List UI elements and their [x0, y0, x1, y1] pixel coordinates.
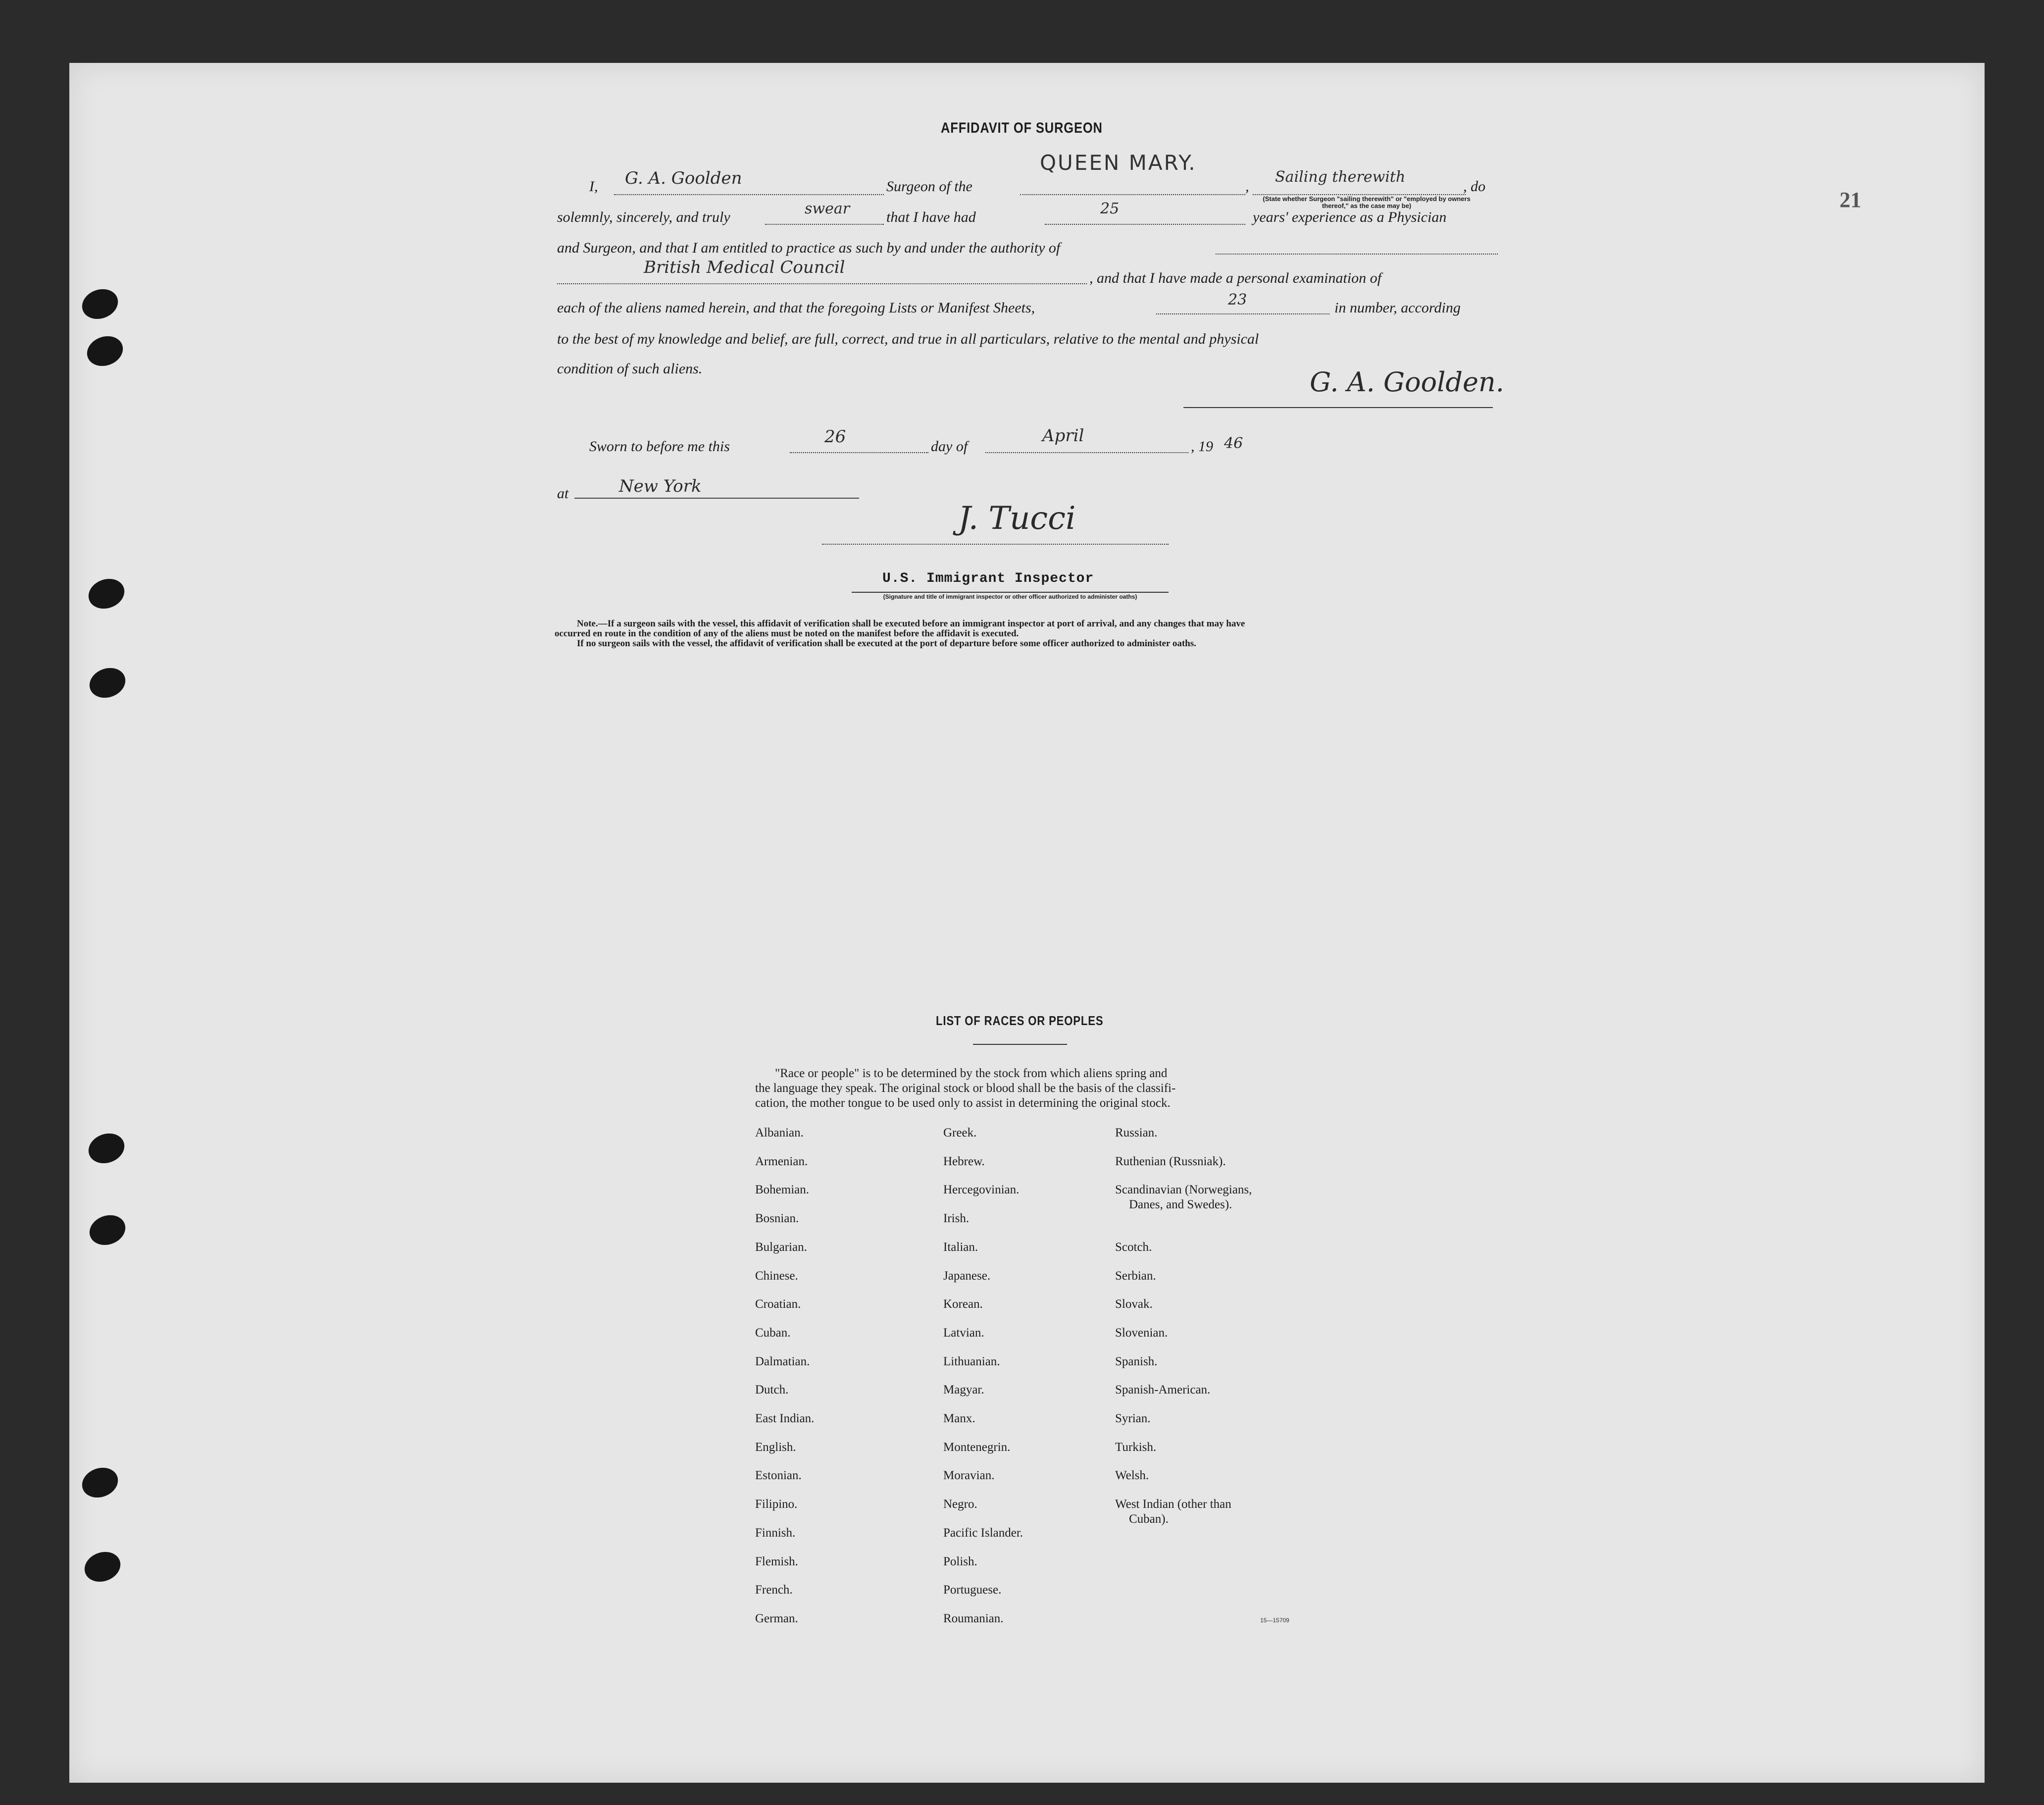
- line5-in-number: in number, according: [1334, 300, 1461, 316]
- race-item: Slovenian.: [1115, 1326, 1168, 1340]
- sworn-day: 26: [824, 427, 846, 447]
- oath: swear: [805, 200, 850, 217]
- at-place: New York: [619, 476, 702, 496]
- race-item: Pacific Islander.: [943, 1526, 1023, 1540]
- race-item: Portuguese.: [943, 1583, 1002, 1597]
- race-item: Hebrew.: [943, 1155, 985, 1168]
- race-item: Finnish.: [755, 1526, 796, 1540]
- races-title-rule: [973, 1044, 1067, 1045]
- month-line: [985, 452, 1188, 453]
- year: 46: [1224, 435, 1243, 452]
- race-item: Armenian.: [755, 1155, 808, 1168]
- race-item: Hercegovinian.: [943, 1183, 1020, 1196]
- inspector-title: U.S. Immigrant Inspector: [882, 571, 1094, 586]
- place-line: [574, 498, 859, 499]
- race-item: Welsh.: [1115, 1469, 1149, 1482]
- races-intro-1: "Race or people" is to be determined by the stock from which aliens spring and: [775, 1067, 1168, 1080]
- at-label: at: [557, 485, 569, 502]
- surgeon-name-line: [614, 194, 884, 195]
- race-item: Bulgarian.: [755, 1240, 807, 1254]
- line1-do: , do: [1463, 178, 1485, 195]
- race-item: Croatian.: [755, 1297, 801, 1311]
- line5-text: each of the aliens named herein, and that the foregoing Lists or Manifest Sheets,: [557, 300, 1035, 316]
- line7-text: condition of such aliens.: [557, 361, 703, 377]
- sheets-line: [1156, 313, 1329, 314]
- race-item: Spanish.: [1115, 1355, 1158, 1368]
- inspector-caption: (Signature and title of immigrant inspector or other officer authorized to administer oaths): [883, 593, 1137, 600]
- race-item: Albanian.: [755, 1126, 804, 1139]
- note-line-2: occurred en route in the condition of any of the aliens must be noted on the manifest before the affidavit is executed.: [555, 628, 1019, 639]
- race-item: English.: [755, 1441, 796, 1454]
- race-item: Italian.: [943, 1240, 978, 1254]
- line2-that: that I have had: [886, 209, 976, 225]
- race-item: Danes, and Swedes).: [1129, 1198, 1232, 1211]
- race-item: West Indian (other than: [1115, 1497, 1231, 1511]
- race-item: Russian.: [1115, 1126, 1158, 1139]
- oath-line: [765, 224, 884, 225]
- race-item: Lithuanian.: [943, 1355, 1000, 1368]
- inspector-title-line: [852, 592, 1169, 593]
- inspector-sig-line: [822, 544, 1169, 545]
- race-item: Irish.: [943, 1212, 970, 1225]
- authority: British Medical Council: [644, 258, 845, 277]
- race-item: Cuban).: [1129, 1512, 1169, 1526]
- race-item: Scandinavian (Norwegians,: [1115, 1183, 1252, 1196]
- race-item: Scotch.: [1115, 1240, 1152, 1254]
- races-intro-3: cation, the mother tongue to be used only to assist in determining the original stock.: [755, 1096, 1171, 1110]
- line6-text: to the best of my knowledge and belief, are full, correct, and true in all particulars, relative to the mental and physical: [557, 331, 1259, 347]
- race-item: Manx.: [943, 1412, 975, 1425]
- comma: ,: [1245, 178, 1249, 195]
- authority-line: [557, 283, 1087, 284]
- line1-surgeon-of: Surgeon of the: [886, 178, 972, 195]
- authority-line-top: [1216, 254, 1498, 255]
- race-item: Slovak.: [1115, 1297, 1153, 1311]
- race-item: Dutch.: [755, 1383, 789, 1396]
- line1-i: I,: [589, 178, 598, 195]
- line4-text: , and that I have made a personal examination of: [1089, 270, 1381, 286]
- race-item: Cuban.: [755, 1326, 791, 1340]
- day-of: day of: [931, 438, 968, 455]
- sailing-status: Sailing therewith: [1275, 168, 1406, 186]
- surgeon-name: G. A. Goolden: [625, 168, 742, 188]
- race-item: German.: [755, 1612, 798, 1625]
- race-item: Korean.: [943, 1297, 983, 1311]
- year-prefix: , 19: [1191, 438, 1213, 455]
- race-item: Roumanian.: [943, 1612, 1004, 1625]
- race-item: Bohemian.: [755, 1183, 810, 1196]
- state-note: (State whether Surgeon "sailing therewith" or "employed by owners thereof," as the case may be): [1263, 195, 1471, 209]
- note-line-1: Note.—If a surgeon sails with the vessel, this affidavit of verification shall be executed before an immigrant inspector at port of arrival, and any changes that may have: [577, 619, 1245, 629]
- page-number: 21: [1840, 188, 1861, 212]
- race-item: Spanish-American.: [1115, 1383, 1211, 1396]
- line2-years: years' experience as a Physician: [1253, 209, 1447, 225]
- race-item: Montenegrin.: [943, 1441, 1011, 1454]
- day-line: [790, 452, 928, 453]
- race-item: Negro.: [943, 1497, 977, 1511]
- ship-name: QUEEN MARY.: [1040, 151, 1197, 175]
- race-item: East Indian.: [755, 1412, 815, 1425]
- surgeon-signature: G. A. Goolden.: [1310, 366, 1504, 398]
- note-line-3: If no surgeon sails with the vessel, the affidavit of verification shall be executed at the port of departure before some officer authorized to administer oaths.: [577, 638, 1196, 649]
- race-item: Japanese.: [943, 1269, 991, 1283]
- race-item: Chinese.: [755, 1269, 798, 1283]
- race-item: Syrian.: [1115, 1412, 1151, 1425]
- sworn-month: April: [1042, 426, 1084, 446]
- races-intro-2: the language they speak. The original stock or blood shall be the basis of the classifi-: [755, 1082, 1176, 1095]
- line2-solemnly: solemnly, sincerely, and truly: [557, 209, 730, 225]
- race-item: French.: [755, 1583, 793, 1597]
- affidavit-title: AFFIDAVIT OF SURGEON: [941, 120, 1103, 136]
- races-title: LIST OF RACES OR PEOPLES: [936, 1013, 1104, 1028]
- form-number: 15—15709: [1260, 1617, 1289, 1624]
- race-item: Polish.: [943, 1555, 977, 1568]
- race-item: Estonian.: [755, 1469, 802, 1482]
- race-item: Turkish.: [1115, 1441, 1157, 1454]
- race-item: Serbian.: [1115, 1269, 1156, 1283]
- race-item: Flemish.: [755, 1555, 798, 1568]
- race-item: Moravian.: [943, 1469, 995, 1482]
- inspector-signature: J. Tucci: [958, 500, 1076, 537]
- race-item: Ruthenian (Russniak).: [1115, 1155, 1226, 1168]
- race-item: Greek.: [943, 1126, 977, 1139]
- race-item: Filipino.: [755, 1497, 798, 1511]
- years-line: [1045, 224, 1245, 225]
- race-item: Dalmatian.: [755, 1355, 810, 1368]
- sheets: 23: [1228, 291, 1247, 309]
- document-sheet: [69, 63, 1985, 1783]
- line3-text: and Surgeon, and that I am entitled to practice as such by and under the authority of: [557, 240, 1061, 256]
- years: 25: [1100, 200, 1120, 217]
- race-item: Latvian.: [943, 1326, 984, 1340]
- race-item: Bosnian.: [755, 1212, 799, 1225]
- sworn-text: Sworn to before me this: [589, 438, 730, 455]
- signature-line: [1183, 407, 1493, 408]
- race-item: Magyar.: [943, 1383, 984, 1396]
- ship-line: [1020, 194, 1245, 195]
